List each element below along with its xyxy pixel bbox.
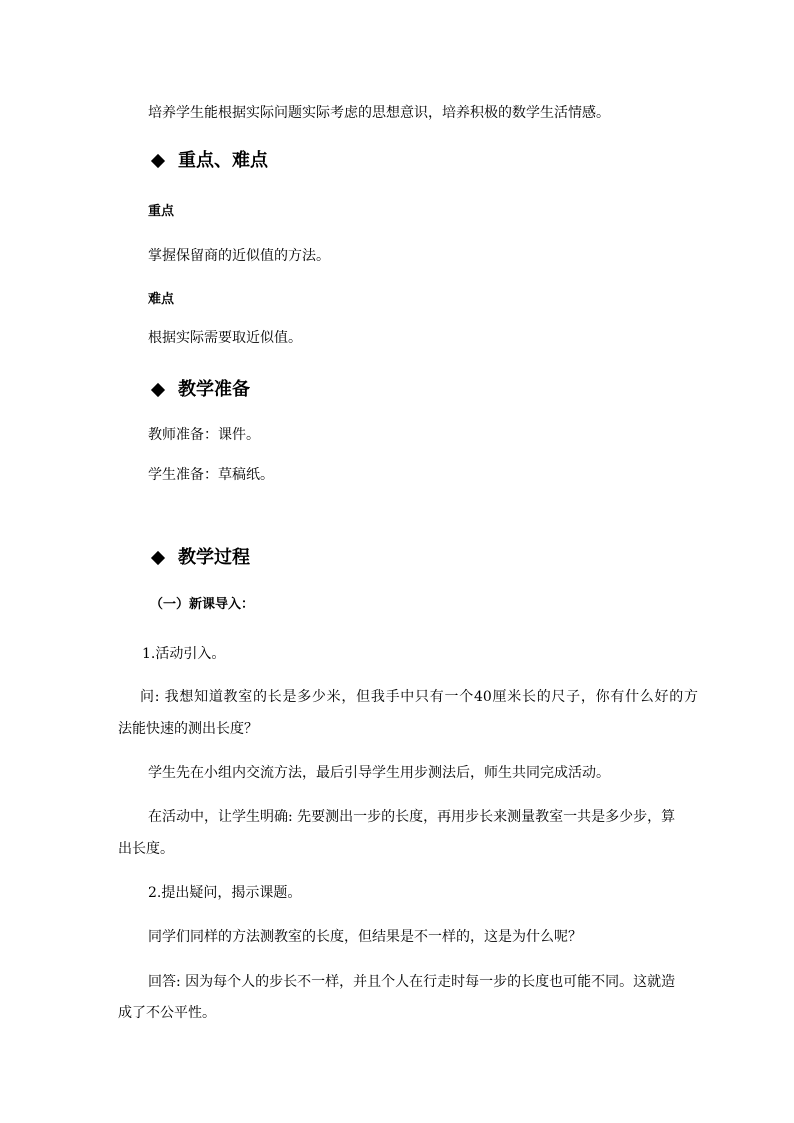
part-one-title: （一）新课导入： (150, 597, 255, 612)
step-one-title: 1.活动引入。 (142, 646, 226, 662)
diamond-bullet-icon (151, 154, 165, 168)
section-heading-text: 教学准备 (178, 379, 250, 400)
teacher-preparation: 教师准备：课件。 (148, 427, 260, 443)
student-preparation: 学生准备：草稿纸。 (148, 467, 274, 483)
section-heading-preparation (150, 379, 250, 401)
exchange-paragraph: 学生先在小组内交流方法，最后引导学生用步测法后，师生共同完成活动。 (148, 765, 610, 781)
question-line-1: 问: 我想知道教室的长是多少米，但我手中只有一个40厘米长的尺子，你有什么好的方 (140, 689, 698, 705)
intro-paragraph: 培养学生能根据实际问题实际考虑的思想意识，培养积极的数学生活情感。 (148, 105, 610, 121)
difficult-point-label: 难点 (148, 292, 175, 307)
section-heading-key-points (150, 150, 268, 172)
doubt-paragraph: 同学们同样的方法测教室的长度，但结果是不一样的，这是为什么呢？ (148, 929, 582, 945)
answer-line-2: 成了不公平性。 (118, 1005, 216, 1021)
activity-line-1: 在活动中，让学生明确: 先要测出一步的长度，再用步长来测量教室一共是多少步，算 (148, 809, 676, 825)
section-heading-text: 教学过程 (178, 547, 250, 568)
difficult-point-text: 根据实际需要取近似值。 (148, 330, 302, 346)
diamond-bullet-icon (151, 551, 165, 565)
answer-line-1: 回答: 因为每个人的步长不一样，并且个人在行走时每一步的长度也可能不同。这就造 (148, 974, 676, 990)
diamond-bullet-icon (151, 383, 165, 397)
section-heading-process (150, 547, 250, 569)
section-heading-text: 重点、难点 (178, 150, 268, 171)
activity-line-2: 出长度。 (118, 841, 174, 857)
step-two-title: 2.提出疑问，揭示课题。 (148, 885, 302, 901)
question-line-2: 法能快速的测出长度？ (118, 721, 258, 737)
key-point-label: 重点 (148, 204, 175, 219)
key-point-text: 掌握保留商的近似值的方法。 (148, 248, 330, 264)
